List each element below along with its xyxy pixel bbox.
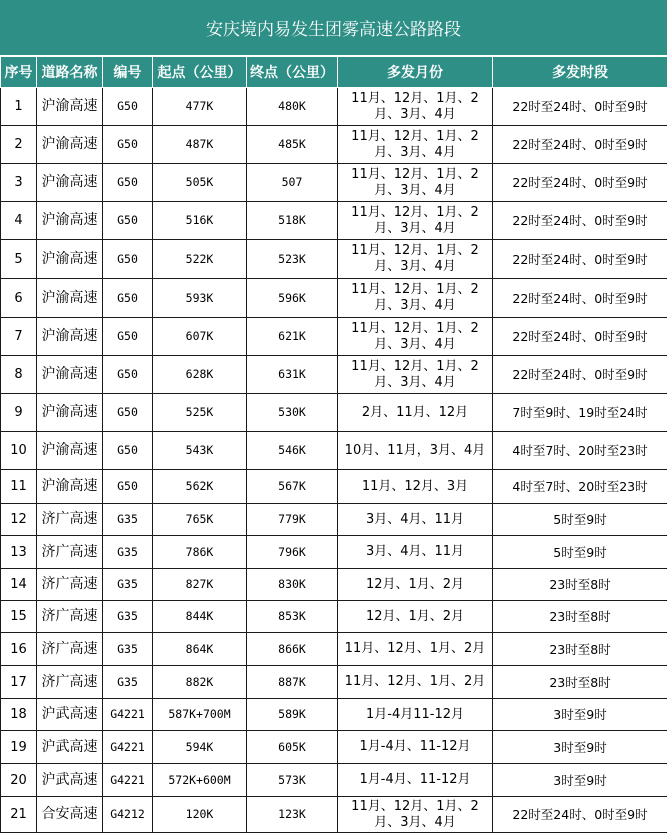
frequent-months: 11月、12月、1月、2月、3月、4月 <box>338 126 493 164</box>
table-row <box>1 504 667 536</box>
road-code: G4212 <box>103 797 153 833</box>
frequent-months: 11月、12月、1月、2月、3月、4月 <box>338 240 493 279</box>
frequent-times: 22时至24时、0时至9时 <box>493 202 667 240</box>
road-name: 沪武高速 <box>37 764 103 797</box>
end-km: 866K <box>247 633 338 666</box>
table-row <box>1 164 667 202</box>
frequent-months: 10月、11月，3月、4月 <box>338 432 493 470</box>
row-number: 17 <box>1 666 37 699</box>
road-name: 沪武高速 <box>37 699 103 731</box>
road-name: 济广高速 <box>37 666 103 699</box>
road-name: 沪渝高速 <box>37 432 103 470</box>
frequent-times: 22时至24时、0时至9时 <box>493 240 667 279</box>
end-km: 518K <box>247 202 338 240</box>
road-code: G50 <box>103 432 153 470</box>
table-row <box>1 240 667 279</box>
road-name: 济广高速 <box>37 569 103 601</box>
frequent-times: 7时至9时、19时至24时 <box>493 394 667 432</box>
frequent-times: 23时至8时 <box>493 633 667 666</box>
table-row <box>1 432 667 470</box>
header-months: 多发月份 <box>338 57 493 88</box>
road-code: G50 <box>103 470 153 504</box>
frequent-months: 11月、12月、1月、2月、3月、4月 <box>338 318 493 356</box>
road-code: G50 <box>103 164 153 202</box>
road-name: 沪渝高速 <box>37 202 103 240</box>
table-row <box>1 601 667 633</box>
frequent-months: 3月、4月、11月 <box>338 504 493 536</box>
frequent-times: 22时至24时、0时至9时 <box>493 279 667 318</box>
frequent-months: 11月、12月、1月、2月 <box>338 666 493 699</box>
header-times: 多发时段 <box>493 57 667 88</box>
table-row <box>1 88 667 126</box>
row-number: 7 <box>1 318 37 356</box>
frequent-times: 4时至7时、20时至23时 <box>493 432 667 470</box>
road-name: 沪渝高速 <box>37 318 103 356</box>
table-row <box>1 764 667 797</box>
road-name: 沪武高速 <box>37 731 103 764</box>
row-number: 5 <box>1 240 37 279</box>
start-km: 543K <box>153 432 247 470</box>
table-header-row <box>1 57 667 88</box>
road-code: G35 <box>103 569 153 601</box>
road-name: 沪渝高速 <box>37 394 103 432</box>
road-code: G35 <box>103 536 153 569</box>
frequent-months: 1月-4月、11-12月 <box>338 731 493 764</box>
end-km: 480K <box>247 88 338 126</box>
frequent-times: 23时至8时 <box>493 601 667 633</box>
frequent-times: 22时至24时、0时至9时 <box>493 164 667 202</box>
road-name: 沪渝高速 <box>37 126 103 164</box>
road-name: 济广高速 <box>37 601 103 633</box>
road-code: G35 <box>103 601 153 633</box>
frequent-months: 11月、12月、1月、2月、3月、4月 <box>338 88 493 126</box>
start-km: 120K <box>153 797 247 833</box>
frequent-months: 11月、12月、1月、2月、3月、4月 <box>338 202 493 240</box>
start-km: 628K <box>153 356 247 394</box>
row-number: 15 <box>1 601 37 633</box>
end-km: 123K <box>247 797 338 833</box>
road-name: 沪渝高速 <box>37 470 103 504</box>
end-km: 589K <box>247 699 338 731</box>
road-code: G50 <box>103 88 153 126</box>
row-number: 4 <box>1 202 37 240</box>
start-km: 844K <box>153 601 247 633</box>
table-row <box>1 699 667 731</box>
start-km: 487K <box>153 126 247 164</box>
frequent-times: 22时至24时、0时至9时 <box>493 356 667 394</box>
end-km: 853K <box>247 601 338 633</box>
table-row <box>1 202 667 240</box>
table-row <box>1 356 667 394</box>
row-number: 6 <box>1 279 37 318</box>
road-code: G50 <box>103 394 153 432</box>
road-name: 沪渝高速 <box>37 356 103 394</box>
end-km: 796K <box>247 536 338 569</box>
end-km: 523K <box>247 240 338 279</box>
page-title: 安庆境内易发生团雾高速公路路段 <box>0 0 667 56</box>
frequent-months: 11月、12月、1月、2月 <box>338 633 493 666</box>
end-km: 605K <box>247 731 338 764</box>
table-row <box>1 470 667 504</box>
frequent-months: 11月、12月、1月、2月、3月、4月 <box>338 797 493 833</box>
table-row <box>1 126 667 164</box>
end-km: 631K <box>247 356 338 394</box>
table-row <box>1 797 667 833</box>
frequent-times: 3时至9时 <box>493 699 667 731</box>
end-km: 507 <box>247 164 338 202</box>
start-km: 477K <box>153 88 247 126</box>
row-number: 10 <box>1 432 37 470</box>
start-km: 594K <box>153 731 247 764</box>
end-km: 779K <box>247 504 338 536</box>
frequent-times: 23时至8时 <box>493 569 667 601</box>
end-km: 530K <box>247 394 338 432</box>
frequent-months: 12月、1月、2月 <box>338 569 493 601</box>
road-code: G4221 <box>103 764 153 797</box>
frequent-times: 22时至24时、0时至9时 <box>493 126 667 164</box>
road-code: G4221 <box>103 731 153 764</box>
frequent-months: 11月、12月、1月、2月、3月、4月 <box>338 356 493 394</box>
row-number: 1 <box>1 88 37 126</box>
road-code: G50 <box>103 318 153 356</box>
road-name: 沪渝高速 <box>37 240 103 279</box>
header-code: 编号 <box>103 57 153 88</box>
start-km: 786K <box>153 536 247 569</box>
road-name: 济广高速 <box>37 633 103 666</box>
end-km: 573K <box>247 764 338 797</box>
header-start: 起点（公里） <box>153 57 247 88</box>
start-km: 572K+600M <box>153 764 247 797</box>
row-number: 13 <box>1 536 37 569</box>
table-row <box>1 633 667 666</box>
frequent-months: 11月、12月、3月 <box>338 470 493 504</box>
road-code: G50 <box>103 279 153 318</box>
frequent-months: 2月、11月、12月 <box>338 394 493 432</box>
frequent-times: 22时至24时、0时至9时 <box>493 797 667 833</box>
road-name: 沪渝高速 <box>37 164 103 202</box>
start-km: 864K <box>153 633 247 666</box>
start-km: 587K+700M <box>153 699 247 731</box>
table-body <box>1 88 667 833</box>
start-km: 516K <box>153 202 247 240</box>
frequent-months: 11月、12月、1月、2月、3月、4月 <box>338 164 493 202</box>
start-km: 827K <box>153 569 247 601</box>
start-km: 607K <box>153 318 247 356</box>
start-km: 765K <box>153 504 247 536</box>
header-no: 序号 <box>1 57 37 88</box>
fog-road-table <box>0 56 667 833</box>
table-row <box>1 731 667 764</box>
road-code: G4221 <box>103 699 153 731</box>
table-row <box>1 279 667 318</box>
start-km: 882K <box>153 666 247 699</box>
road-code: G50 <box>103 202 153 240</box>
road-code: G35 <box>103 633 153 666</box>
table-row <box>1 569 667 601</box>
start-km: 593K <box>153 279 247 318</box>
table-row <box>1 666 667 699</box>
end-km: 621K <box>247 318 338 356</box>
road-code: G50 <box>103 356 153 394</box>
row-number: 3 <box>1 164 37 202</box>
frequent-times: 4时至7时、20时至23时 <box>493 470 667 504</box>
row-number: 16 <box>1 633 37 666</box>
end-km: 830K <box>247 569 338 601</box>
start-km: 522K <box>153 240 247 279</box>
end-km: 887K <box>247 666 338 699</box>
frequent-times: 3时至9时 <box>493 731 667 764</box>
frequent-months: 1月-4月11-12月 <box>338 699 493 731</box>
row-number: 12 <box>1 504 37 536</box>
road-code: G50 <box>103 240 153 279</box>
start-km: 525K <box>153 394 247 432</box>
table-row <box>1 394 667 432</box>
frequent-months: 12月、1月、2月 <box>338 601 493 633</box>
end-km: 596K <box>247 279 338 318</box>
frequent-months: 3月、4月、11月 <box>338 536 493 569</box>
road-name: 济广高速 <box>37 536 103 569</box>
road-name: 合安高速 <box>37 797 103 833</box>
row-number: 19 <box>1 731 37 764</box>
frequent-times: 23时至8时 <box>493 666 667 699</box>
frequent-times: 5时至9时 <box>493 536 667 569</box>
table-row <box>1 536 667 569</box>
table-row <box>1 318 667 356</box>
row-number: 8 <box>1 356 37 394</box>
start-km: 505K <box>153 164 247 202</box>
frequent-times: 5时至9时 <box>493 504 667 536</box>
road-code: G35 <box>103 504 153 536</box>
row-number: 9 <box>1 394 37 432</box>
frequent-months: 1月-4月、11-12月 <box>338 764 493 797</box>
row-number: 14 <box>1 569 37 601</box>
end-km: 567K <box>247 470 338 504</box>
end-km: 485K <box>247 126 338 164</box>
start-km: 562K <box>153 470 247 504</box>
road-code: G50 <box>103 126 153 164</box>
header-road: 道路名称 <box>37 57 103 88</box>
row-number: 18 <box>1 699 37 731</box>
end-km: 546K <box>247 432 338 470</box>
frequent-months: 11月、12月、1月、2月、3月、4月 <box>338 279 493 318</box>
road-code: G35 <box>103 666 153 699</box>
frequent-times: 22时至24时、0时至9时 <box>493 88 667 126</box>
frequent-times: 3时至9时 <box>493 764 667 797</box>
row-number: 2 <box>1 126 37 164</box>
row-number: 20 <box>1 764 37 797</box>
header-end: 终点（公里） <box>247 57 338 88</box>
road-name: 沪渝高速 <box>37 279 103 318</box>
frequent-times: 22时至24时、0时至9时 <box>493 318 667 356</box>
road-name: 沪渝高速 <box>37 88 103 126</box>
row-number: 11 <box>1 470 37 504</box>
row-number: 21 <box>1 797 37 833</box>
road-name: 济广高速 <box>37 504 103 536</box>
